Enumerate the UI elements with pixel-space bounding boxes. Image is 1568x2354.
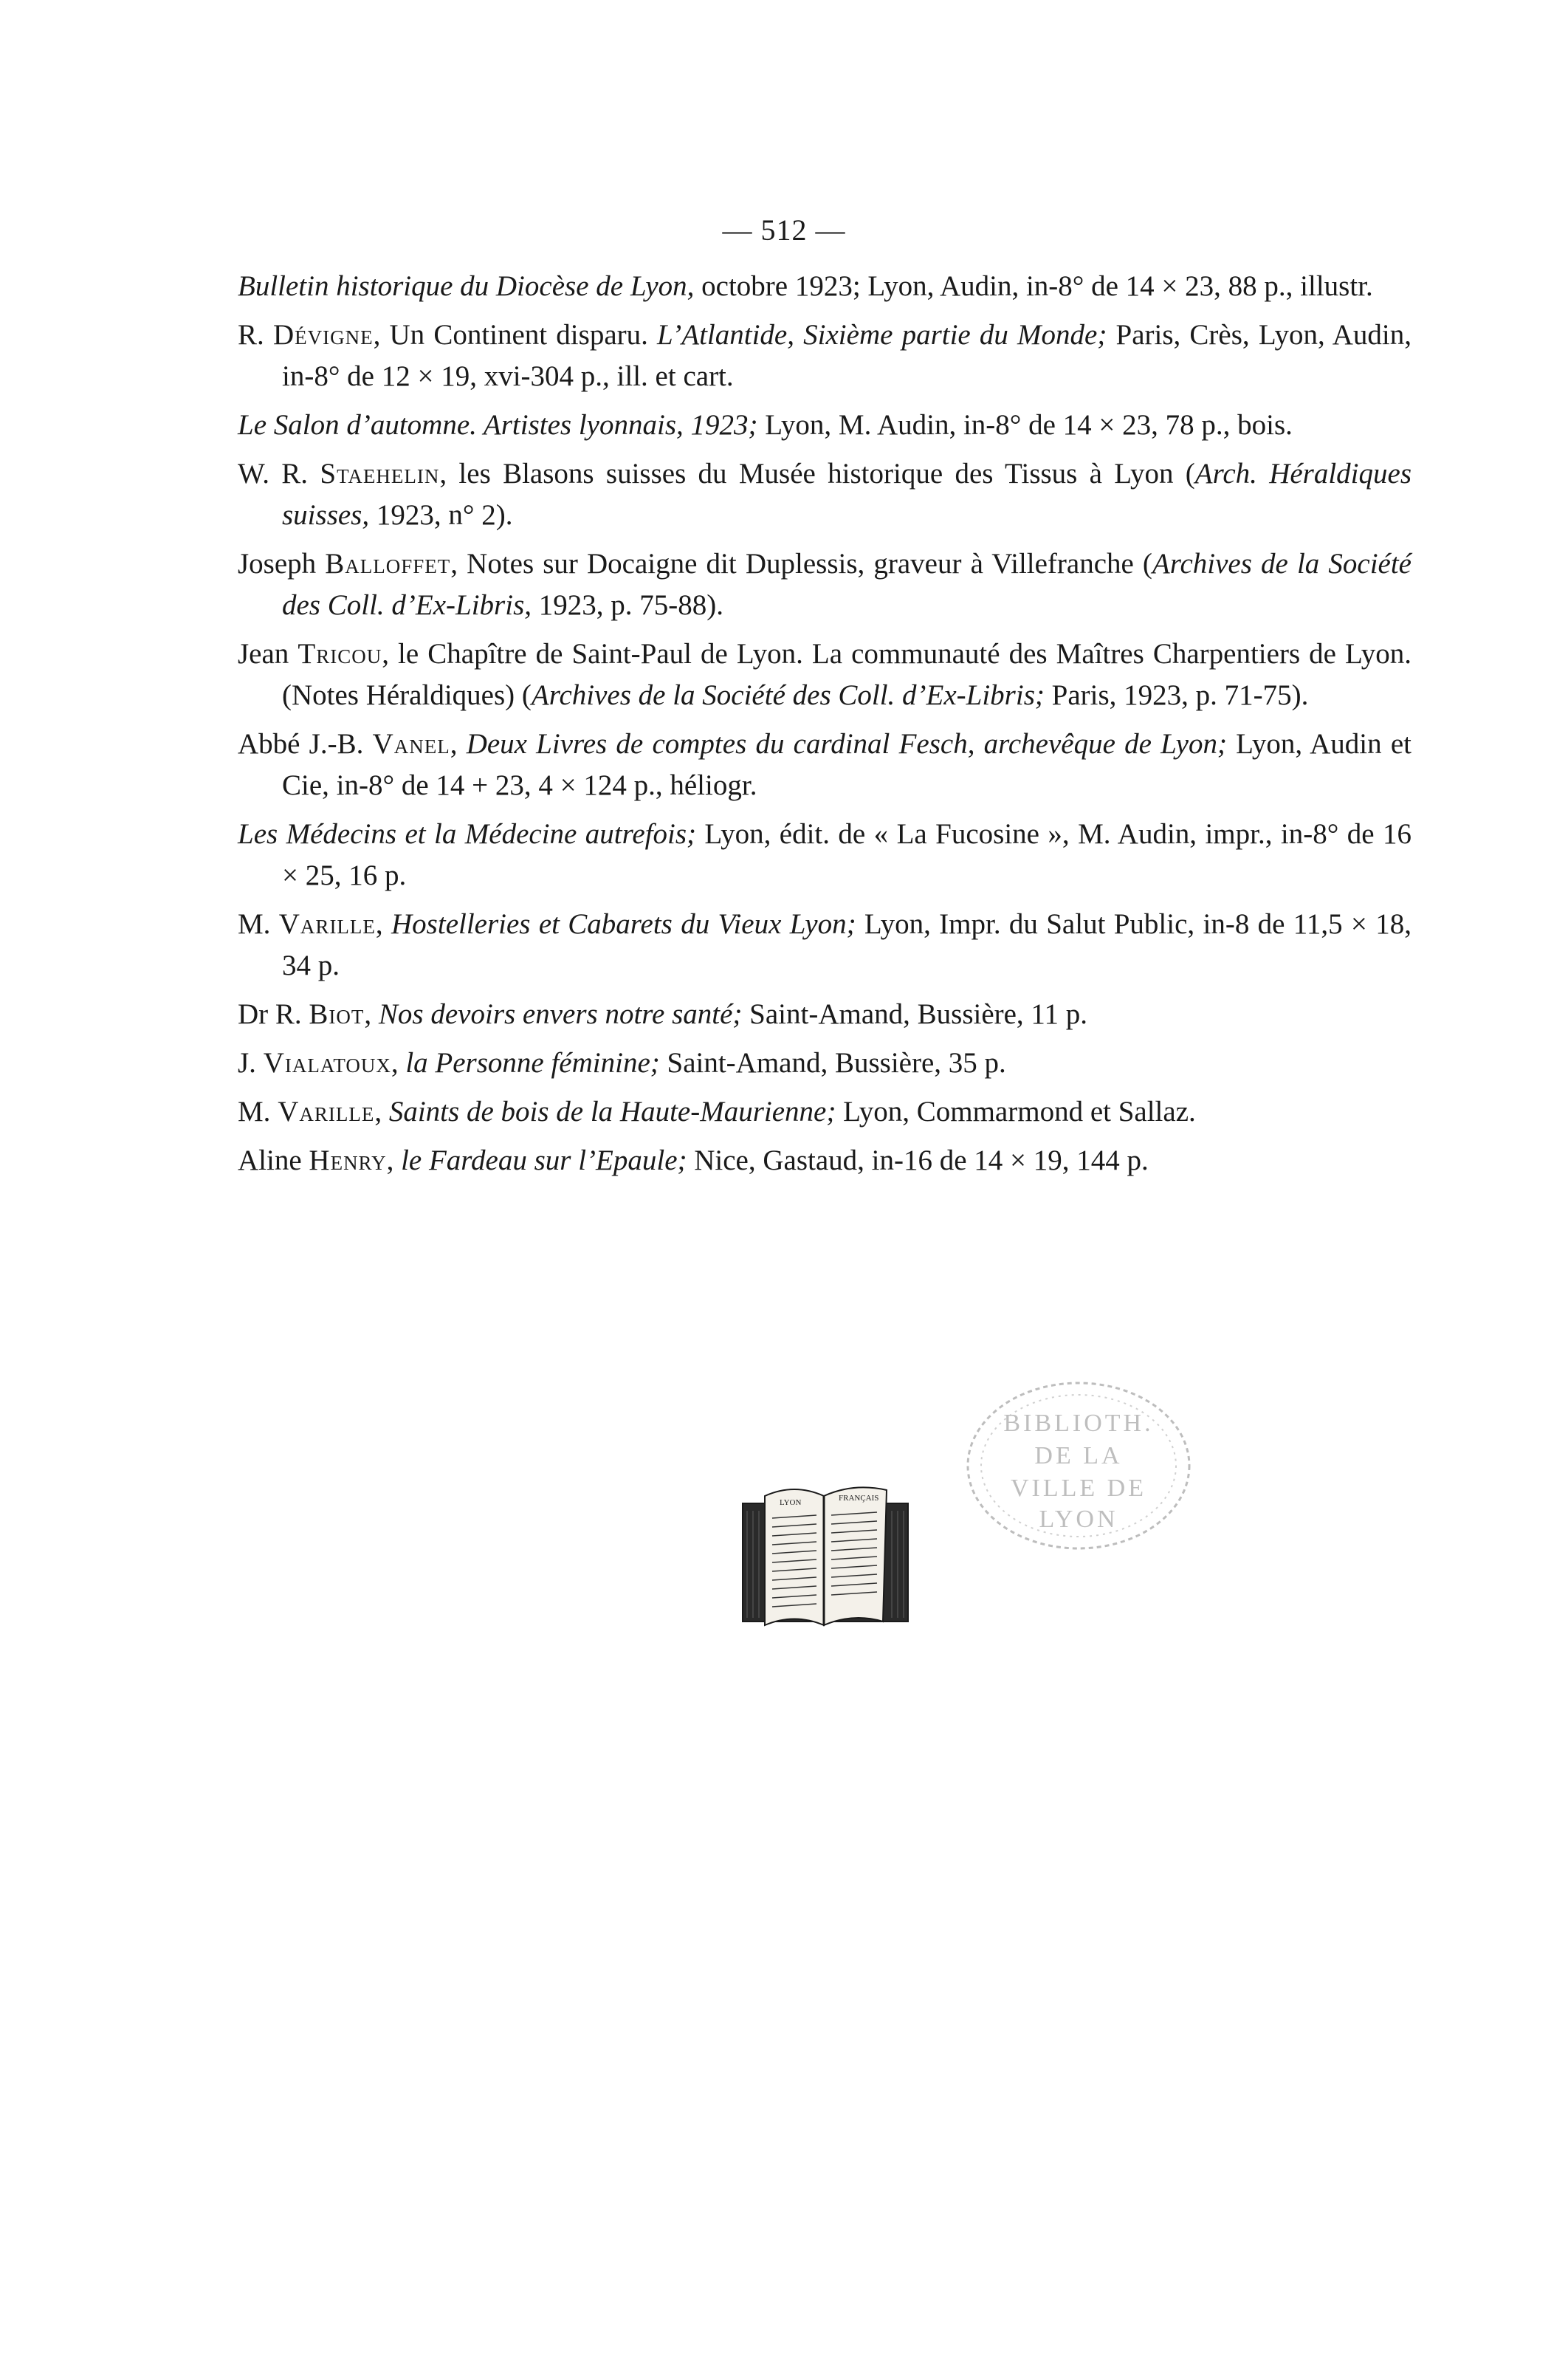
page-number: — 512 — [722,213,846,247]
entry-prefix: M. [238,908,279,940]
bib-entry [238,1140,1411,1181]
bib-entry [238,315,1411,397]
entry-text: , les Blasons suisses du Musée historique des Tissus à Lyon ( [439,458,1195,490]
entry-text: , Notes sur Docaigne dit Duplessis, graveur à Villefranche ( [450,548,1152,580]
book-label-right: FRANÇAIS [839,1494,879,1503]
entry-title: Le Salon d’automne. Artistes lyonnais, 1923; [238,409,758,441]
entry-details: octobre 1923; Lyon, Audin, in-8° de 14 × 23, 88 p., illustr. [694,270,1373,302]
entry-details: Saint-Amand, Bussière, 35 p. [659,1047,1006,1079]
entry-author: Vialatoux [263,1047,391,1079]
entry-prefix: J. [238,1047,264,1079]
entry-text: , [364,998,379,1030]
entry-text: , le Chapître de Saint-Paul de Lyon. La communauté des Maîtres Charpentiers de Lyon. (Notes Héraldiques) ( [282,638,1411,711]
bib-entry [238,634,1411,716]
bib-entry [238,724,1411,806]
bib-entry [238,994,1411,1035]
entry-title: Arch. Héraldiques suisses, [282,458,1411,531]
entry-text: , [391,1047,406,1079]
entry-title: Bulletin historique du Diocèse de Lyon, [238,270,695,302]
entry-details: Paris, Crès, Lyon, Audin, in-8° de 12 × 19, xvi-304 p., ill. et cart. [282,319,1411,392]
entry-author: Tricou [298,638,382,670]
entry-title: la Personne féminine; [405,1047,660,1079]
entry-title: Saints de bois de la Haute-Maurienne; [388,1096,836,1128]
entry-details: Lyon, Audin et Cie, in-8° de 14 + 23, 4 × 124 p., héliogr. [282,728,1411,801]
entry-text: , [375,908,392,940]
entry-author: Varille [278,1096,375,1128]
entry-prefix: Dr R. [238,998,309,1030]
entry-details: Saint-Amand, Bussière, 11 p. [742,998,1087,1030]
entry-prefix: Joseph [238,548,326,580]
entry-details: Lyon, Commarmond et Sallaz. [836,1096,1196,1128]
bib-entry [238,814,1411,896]
stamp-line-3: VILLE DE [1010,1475,1147,1502]
bibliography-list [238,266,1411,1189]
entry-details: 1923, n° 2). [369,499,513,531]
entry-prefix: M. [238,1096,278,1128]
entry-details: Lyon, Impr. du Salut Public, in-8 de 11,5 × 18, 34 p. [282,908,1412,981]
entry-title: Archives de la Société des Coll. d’Ex-Libris, [282,548,1411,621]
bib-entry [238,904,1411,986]
entry-author: Varille [278,908,376,940]
entry-title: le Fardeau sur l’Epaule; [401,1145,687,1176]
entry-author: Balloffet [325,548,451,580]
bib-entry [238,543,1411,626]
entry-prefix: R. [238,319,273,351]
entry-text: , [386,1145,402,1176]
entry-author: Henry [309,1145,387,1176]
entry-text: , [450,728,467,760]
entry-details: Paris, 1923, p. 71-75). [1044,679,1309,711]
entry-author: Staehelin [320,458,440,490]
entry-details: Lyon, édit. de « La Fucosine », M. Audin, impr., in-8° de 16 × 25, 16 p. [282,818,1411,891]
entry-title: Archives de la Société des Coll. d’Ex-Libris; [531,679,1045,711]
bib-entry [238,405,1411,446]
entry-author: Dévigne [272,319,374,351]
entry-prefix: Aline [238,1145,309,1176]
stamp-line-1: BIBLIOTH. [1003,1410,1154,1437]
entry-author: Vanel [372,728,450,760]
entry-title: Nos devoirs envers notre santé; [378,998,743,1030]
entry-prefix: W. R. [238,458,320,490]
bib-entry [238,1091,1411,1133]
stamp-line-4: LYON [1039,1506,1118,1533]
entry-author: Biot [309,998,365,1030]
entry-prefix: Abbé J.-B. [238,728,373,760]
entry-title: Hostelleries et Cabarets du Vieux Lyon; [391,908,856,940]
bib-entry [238,1043,1411,1084]
stamp-line-2: DE LA [1034,1442,1123,1469]
bib-entry [238,453,1411,536]
entry-title: Deux Livres de comptes du cardinal Fesch, archevêque de Lyon; [466,728,1227,760]
bib-entry [238,266,1411,307]
book-label-left: LYON [780,1498,802,1507]
entry-title: L’Atlantide, Sixième partie du Monde; [657,319,1107,351]
entry-title: Les Médecins et la Médecine autrefois; [238,818,696,850]
entry-prefix: Jean [238,638,298,670]
entry-details: 1923, p. 75-88). [532,589,723,621]
library-stamp [957,1373,1200,1558]
entry-details: Nice, Gastaud, in-16 de 14 × 19, 144 p. [687,1145,1149,1176]
open-book-ornament [735,1474,915,1636]
entry-text: , Un Continent disparu. [373,319,658,351]
entry-details: Lyon, M. Audin, in-8° de 14 × 23, 78 p., bois. [757,409,1293,441]
entry-text: , [374,1096,389,1128]
